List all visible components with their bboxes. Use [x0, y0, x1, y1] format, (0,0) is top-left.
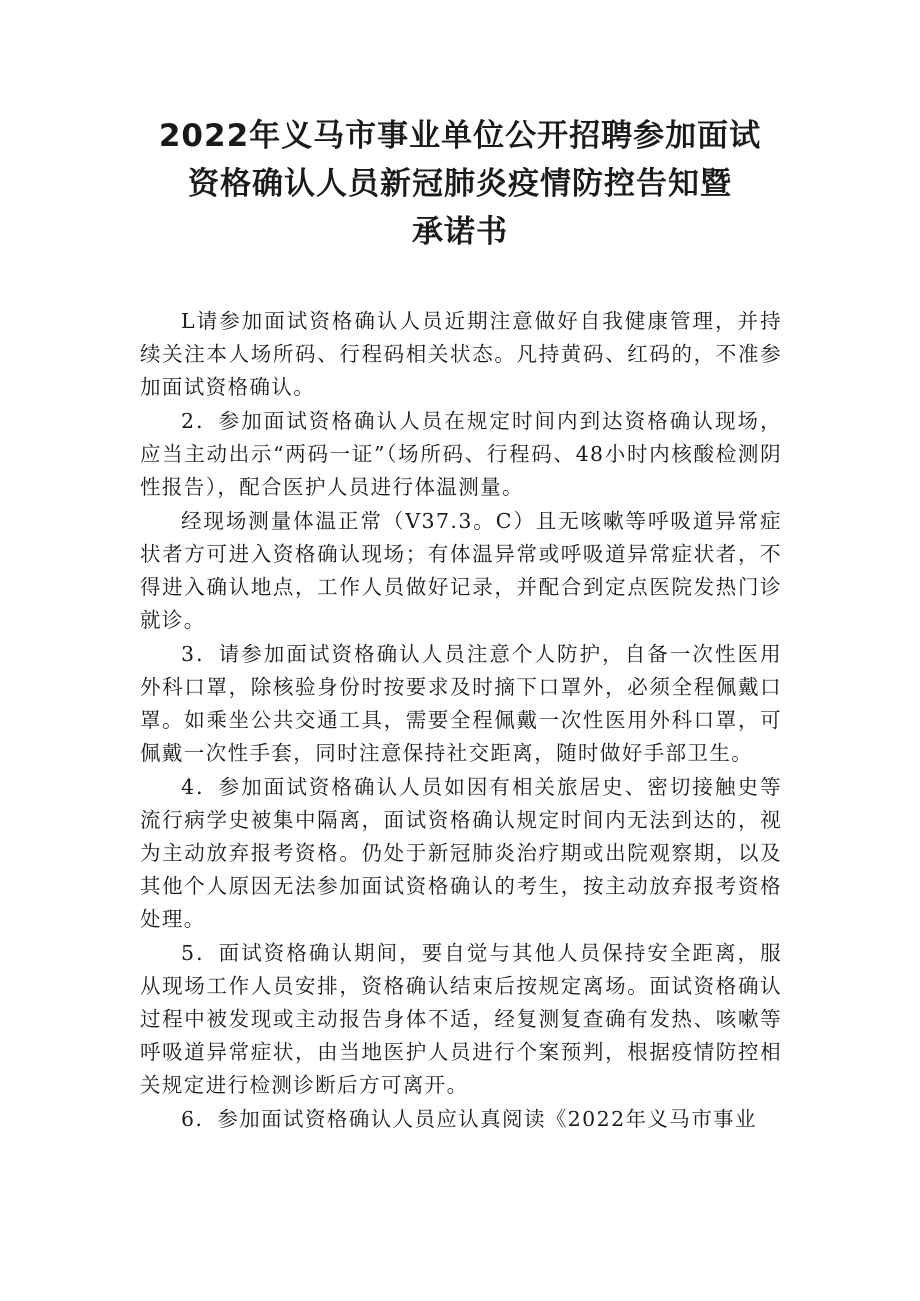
document-body — [140, 305, 782, 1137]
paragraph-2: 2．参加面试资格确认人员在规定时间内到达资格确认现场，应当主动出示“两码一证”（场所码、行程码、48小时内核酸检测阴性报告），配合医护人员进行体温测量。 — [140, 409, 782, 499]
paragraph-3: 3．请参加面试资格确认人员注意个人防护，自备一次性医用外科口罩，除核验身份时按要求及时摘下口罩外，必须全程佩戴口罩。如乘坐公共交通工具，需要全程佩戴一次性医用外科口罩，可佩戴一次性手套，同时注意保持社交距离，随时做好手部卫生。 — [140, 642, 782, 765]
document-title — [0, 112, 920, 256]
title-line-2: 资格确认人员新冠肺炎疫情防控告知暨 — [188, 166, 732, 202]
paragraph-6: 6．参加面试资格确认人员应认真阅读《2022年义马市事业 — [181, 1107, 757, 1131]
paragraph-1: L请参加面试资格确认人员近期注意做好自我健康管理，并持续关注本人场所码、行程码相关状态。凡持黄码、红码的，不准参加面试资格确认。 — [140, 309, 782, 399]
paragraph-5: 5．面试资格确认期间，要自觉与其他人员保持安全距离，服从现场工作人员安排，资格确认结束后按规定离场。面试资格确认过程中被发现或主动报告身体不适，经复测复查确有发热、咳嗽等呼吸道异常症状，由当地医护人员进行个案预判，根据疫情防控相关规定进行检测诊断后方可离开。 — [140, 941, 782, 1097]
paragraph-4: 4．参加面试资格确认人员如因有相关旅居史、密切接触史等流行病学史被集中隔离，面试资格确认规定时间内无法到达的，视为主动放弃报考资格。仍处于新冠肺炎治疗期或出院观察期，以及其他个人原因无法参加面试资格确认的考生，按主动放弃报考资格处理。 — [140, 775, 782, 931]
title-line-3: 承诺书 — [412, 214, 508, 250]
paragraph-temperature: 经现场测量体温正常（V37.3。C）且无咳嗽等呼吸道异常症状者方可进入资格确认现场；有体温异常或呼吸道异常症状者，不得进入确认地点，工作人员做好记录，并配合到定点医院发热门诊就诊。 — [140, 509, 782, 632]
title-line-1: 2022年义马市事业单位公开招聘参加面试 — [158, 118, 762, 154]
